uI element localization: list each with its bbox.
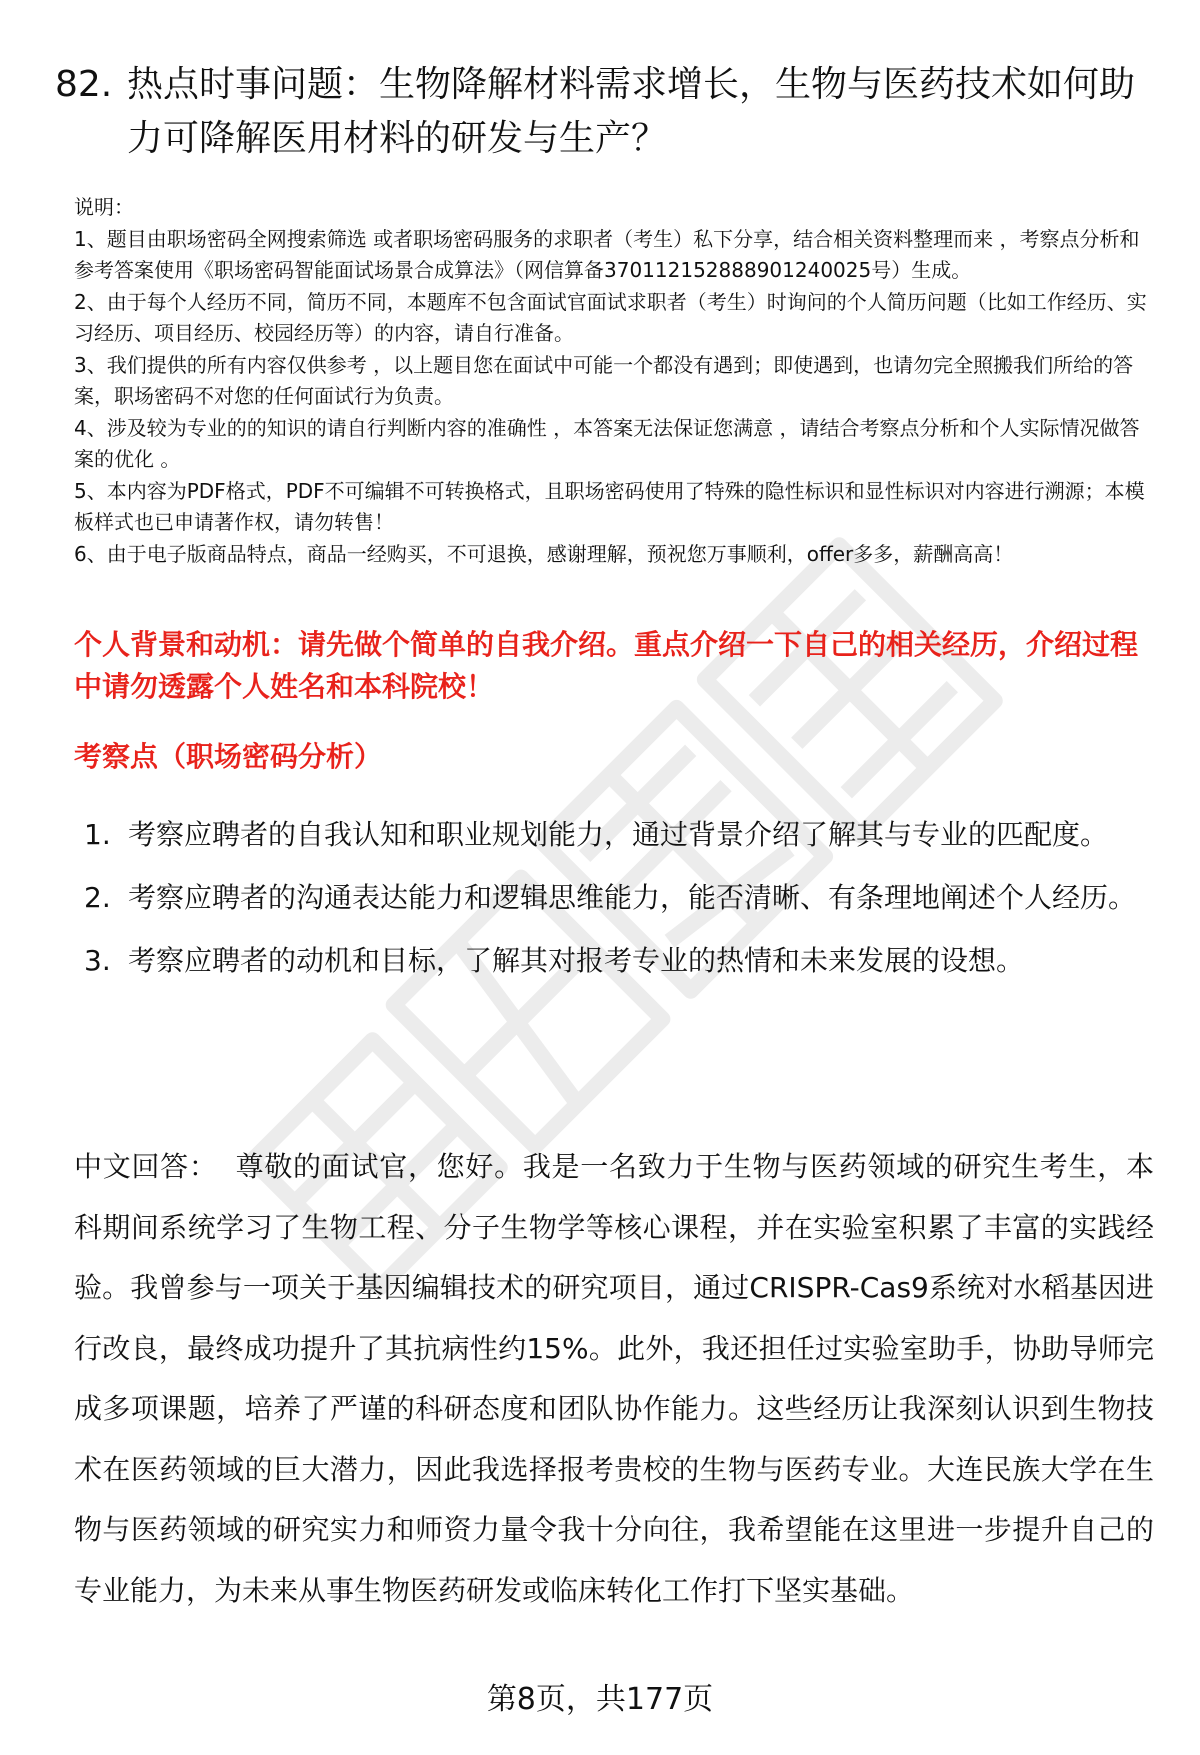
question-text-line-2: 力可降解医用材料的研发与生产？ [127, 118, 668, 159]
point-text: 考察应聘者的沟通表达能力和逻辑思维能力，能否清晰、有条理地阐述个人经历。 [128, 881, 1137, 914]
point-text: 考察应聘者的动机和目标，了解其对报考专业的热情和未来发展的设想。 [128, 944, 1025, 977]
answer-label: 中文回答： [74, 1150, 218, 1183]
notes-block [74, 192, 1159, 570]
analysis-point [84, 868, 1144, 927]
note-item: 4、涉及较为专业的的知识的请自行判断内容的准确性 ，本答案无法保证您满意 ，请结合考察点分析和个人实际情况做答案的优化 。 [74, 415, 1140, 471]
point-index: 3. [84, 944, 111, 977]
note-item: 3、我们提供的所有内容仅供参考 ，以上题目您在面试中可能一个都没有遇到；即使遇到，也请勿完全照搬我们所给的答案，职场密码不对您的任何面试行为负责。 [74, 352, 1134, 408]
point-index: 1. [84, 818, 111, 851]
question-line-1 [55, 58, 1155, 112]
analysis-points [84, 805, 1144, 994]
note-item: 6、由于电子版商品特点，商品一经购买，不可退换，感谢理解，预祝您万事顺利，offer多多，薪酬高高！ [74, 541, 1014, 566]
analysis-point [84, 931, 1144, 990]
question-number: 82. [55, 64, 113, 105]
question-text-line-1: 热点时事问题：生物降解材料需求增长，生物与医药技术如何助 [127, 64, 1136, 105]
note-item: 1、题目由职场密码全网搜索筛选 或者职场密码服务的求职者（考生）私下分享，结合相关资料整理而来 ，考察点分析和参考答案使用《职场密码智能面试场景合成算法》（网信算备370112152888901240025号）生成。 [74, 226, 1140, 282]
note-item: 5、本内容为PDF格式，PDF不可编辑不可转换格式，且职场密码使用了特殊的隐性标识和显性标识对内容进行溯源；本模板样式也已申请著作权，请勿转售！ [74, 478, 1145, 534]
answer-block [74, 1137, 1154, 1621]
answer-text: 尊敬的面试官，您好。我是一名致力于生物与医药领域的研究生考生，本科期间系统学习了生物工程、分子生物学等核心课程，并在实验室积累了丰富的实践经验。我曾参与一项关于基因编辑技术的研究项目，通过CRISPR-Cas9系统对水稻基因进行改良，最终成功提升了其抗病性约15%。此外，我还担任过实验室助手，协助导师完成多项课题，培养了严谨的科研态度和团队协作能力。这些经历让我深刻认识到生物技术在医药领域的巨大潜力，因此我选择报考贵校的生物与医药专业。大连民族大学在生物与医药领域的研究实力和师资力量令我十分向往，我希望能在这里进一步提升自己的专业能力，为未来从事生物医药研发或临床转化工作打下坚实基础。 [74, 1150, 1154, 1607]
point-index: 2. [84, 881, 111, 914]
page-footer: 第8页，共177页 [486, 1682, 714, 1717]
point-text: 考察应聘者的自我认知和职业规划能力，通过背景介绍了解其与专业的匹配度。 [128, 818, 1109, 851]
analysis-point [84, 805, 1144, 864]
notes-title: 说明： [74, 195, 134, 219]
question-title [55, 58, 1155, 166]
analysis-title: 考察点（职场密码分析） [74, 740, 383, 773]
note-item: 2、由于每个人经历不同，简历不同，本题库不包含面试官面试求职者（考生）时询问的个人简历问题（比如工作经历、实习经历、项目经历、校园经历等）的内容，请自行准备。 [74, 289, 1147, 345]
section-heading: 个人背景和动机：请先做个简单的自我介绍。重点介绍一下自己的相关经历，介绍过程中请勿透露个人姓名和本科院校！ [74, 628, 1139, 703]
